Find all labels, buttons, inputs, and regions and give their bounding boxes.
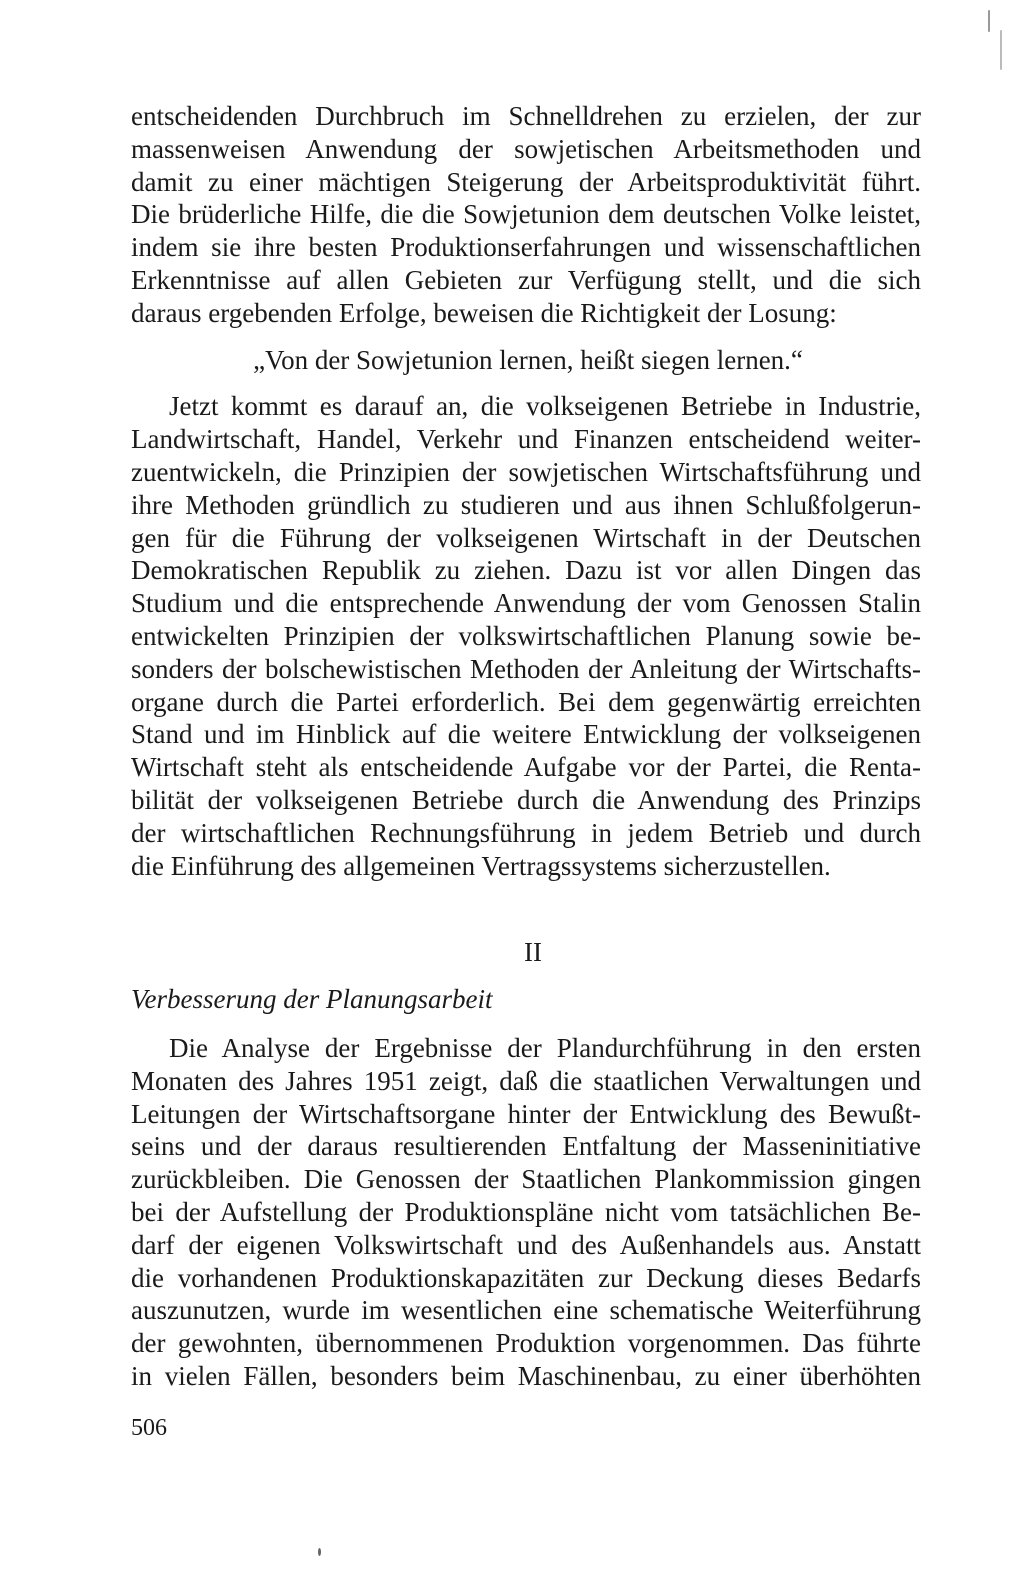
text-line: gen für die Führung der volkseigenen Wirtschaft in der Deutschen [131,522,921,553]
section-title: Verbesserung der Planungsarbeit [131,984,493,1015]
paragraph-1 [131,100,921,330]
scan-speck [318,1548,321,1556]
text-line: die Einführung des allgemeinen Vertragssystems sicherzustellen. [131,850,831,881]
text-line: zurückbleiben. Die Genossen der Staatlichen Plankommission gingen [131,1164,921,1195]
text-line: Monaten des Jahres 1951 zeigt, daß die staatlichen Verwaltungen und [131,1065,921,1096]
text-line: die vorhandenen Produktionskapazitäten zur Deckung dieses Bedarfs [131,1262,921,1293]
paragraph-3 [131,1032,921,1393]
text-line: indem sie ihre besten Produktionserfahrungen und wissenschaftlichen [131,232,921,263]
text-line: entscheidenden Durchbruch im Schnelldrehen zu erzielen, der zur [131,101,921,131]
text-line: massenweisen Anwendung der sowjetischen Arbeitsmethoden und [131,133,921,164]
text-line: Wirtschaft steht als entscheidende Aufgabe vor der Partei, die Renta- [131,752,921,783]
text-line: entwickelten Prinzipien der volkswirtschaftlichen Planung sowie be- [131,620,921,651]
text-line: Leitungen der Wirtschaftsorgane hinter der Entwicklung des Bewußt- [131,1098,921,1129]
text-line: Landwirtschaft, Handel, Verkehr und Finanzen entscheidend weiter- [131,424,921,455]
text-line: Stand und im Hinblick auf die weitere Entwicklung der volkseigenen [131,719,921,750]
text-line: der wirtschaftlichen Rechnungsführung in jedem Betrieb und durch [131,817,921,848]
text-line: daraus ergebenden Erfolge, beweisen die Richtigkeit der Losung: [131,297,837,328]
text-line: zuentwickeln, die Prinzipien der sowjetischen Wirtschaftsführung und [131,456,921,487]
text-line: organe durch die Partei erforderlich. Bei dem gegenwärtig erreichten [131,686,921,717]
text-line: Erkenntnisse auf allen Gebieten zur Verfügung stellt, und die sich [131,264,921,295]
text-line: bei der Aufstellung der Produktionspläne nicht vom tatsächlichen Be- [131,1196,921,1227]
scan-speck [988,10,990,32]
text-line: in vielen Fällen, besonders beim Maschinenbau, zu einer überhöhten [131,1360,921,1391]
text-line: Jetzt kommt es darauf an, die volkseigenen Betriebe in Industrie, [169,391,921,422]
text-line: sonders der bolschewistischen Methoden der Anleitung der Wirtschafts- [131,653,921,684]
text-line: Studium und die entsprechende Anwendung der vom Genossen Stalin [131,588,921,619]
quotation: „Von der Sowjetunion lernen, heißt siegen lernen.“ [253,344,803,375]
text-line: darf der eigenen Volkswirtschaft und des Außenhandels aus. Anstatt [131,1229,921,1260]
text-line: Die brüderliche Hilfe, die die Sowjetunion dem deutschen Volke leistet, [131,199,921,230]
page-body [131,100,921,1393]
paragraph-2 [131,390,921,882]
scan-speck [1000,30,1002,70]
page-number: 506 [131,1415,167,1441]
text-line: auszunutzen, wurde im wesentlichen eine schematische Weiterführung [131,1295,921,1326]
text-line: der gewohnten, übernommenen Produktion vorgenommen. Das führte [131,1328,921,1359]
text-line: bilität der volkseigenen Betriebe durch die Anwendung des Prinzips [131,784,921,815]
text-line: ihre Methoden gründlich zu studieren und aus ihnen Schlußfolgerun- [131,489,921,520]
text-line: damit zu einer mächtigen Steigerung der Arbeitsproduktivität führt. [131,166,921,197]
text-line: Demokratischen Republik zu ziehen. Dazu ist vor allen Dingen das [131,555,921,586]
section-number: II [524,937,542,968]
text-line: Die Analyse der Ergebnisse der Plandurchführung in den ersten [169,1032,921,1063]
text-line: seins und der daraus resultierenden Entfaltung der Masseninitiative [131,1131,921,1162]
